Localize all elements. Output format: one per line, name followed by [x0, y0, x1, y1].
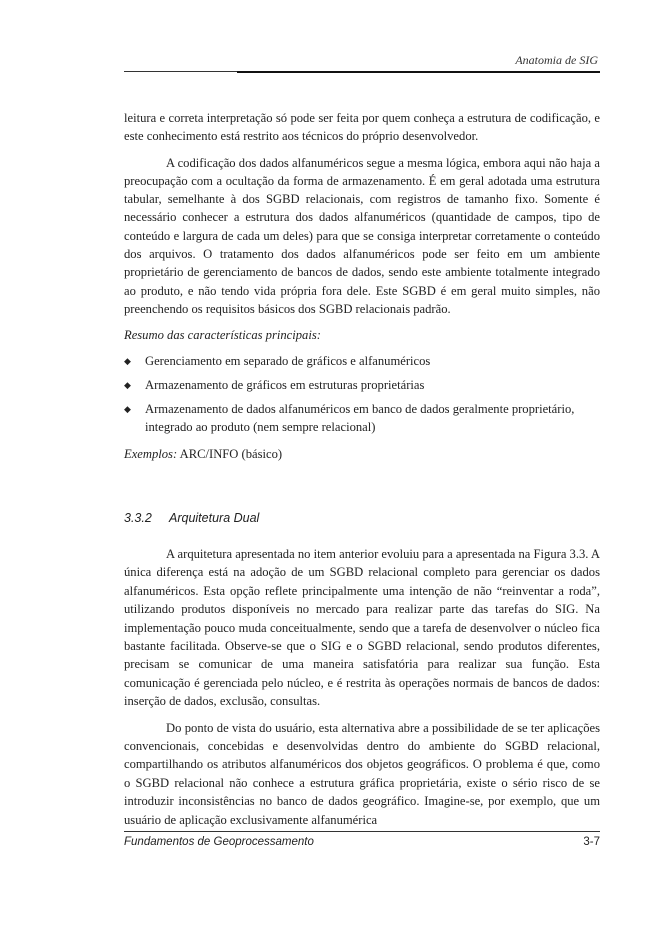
footer-rule	[124, 831, 600, 832]
section-body-text	[124, 545, 600, 837]
list-item-text: Gerenciamento em separado de gráficos e alfanuméricos	[145, 353, 431, 368]
examples-value: ARC/INFO (básico)	[177, 446, 283, 461]
running-header-title: Anatomia de SIG	[515, 53, 598, 67]
footer-book-title: Fundamentos de Geoprocessamento	[124, 836, 314, 848]
diamond-bullet-icon: ◆	[124, 404, 131, 415]
list-item	[124, 400, 600, 437]
summary-heading: Resumo das características principais:	[124, 328, 321, 343]
section-title: Arquitetura Dual	[169, 511, 260, 525]
page-number: 3-7	[583, 836, 600, 848]
list-item-text: Armazenamento de dados alfanuméricos em banco de dados geralmente proprietário, integrado ao produto (nem sempre relacional)	[145, 402, 575, 435]
examples-label: Exemplos:	[124, 446, 178, 461]
diamond-bullet-icon: ◆	[124, 379, 131, 390]
examples-line	[124, 445, 600, 463]
paragraph-continuation: leitura e correta interpretação só pode ser feita por quem conheça a estrutura de codificação, e este conhecimento está restrito aos técnicos do próprio desenvolvedor.	[124, 111, 600, 144]
header-rule-bold	[237, 71, 600, 73]
list-item-text: Armazenamento de gráficos em estruturas proprietárias	[145, 377, 425, 392]
paragraph-user-perspective: Do ponto de vista do usuário, esta alternativa abre a possibilidade de se ter aplicações convencionais, concebidas e desenvolvidas dentro do ambiente do SGBD relacional, compartilhando os atributos alfanuméricos dos objetos geográficos. O problema é que, como o SGBD relacional não conhece a estrutura gráfica proprietária, existe o sério risco de se introduzir inconsistências no banco de dados geográfico. Imagine-se, por exemplo, que um usuário de aplicação exclusivamente alfanumérica	[124, 720, 600, 827]
list-item	[124, 352, 600, 370]
section-number: 3.3.2	[124, 511, 152, 525]
characteristics-list	[124, 352, 600, 437]
diamond-bullet-icon: ◆	[124, 355, 131, 366]
body-text-block	[124, 109, 600, 471]
paragraph-dual-architecture: A arquitetura apresentada no item anterior evoluiu para a apresentada na Figura 3.3. A única diferença está na adoção de um SGBD relacional completo para gerenciar os dados alfanuméricos. Esta opção reflete principalmente uma intenção de não “reinventar a roda”, utilizando produtos disponíveis no mercado para realizar parte das tarefas do SIG. Na implementação pouco muda conceitualmente, sendo que a tarefa de desenvolver o núcleo fica bastante facilitada. Observe-se que o SIG e o SGBD relacional, sendo produtos diferentes, precisam se comunicar de uma maneira satisfatória para realizar sua função. Esta comunicação é gerenciada pelo núcleo, e é restrita às operações normais de bancos de dados: inserção de dados, exclusão, consultas.	[124, 547, 600, 709]
list-item	[124, 376, 600, 394]
section-heading	[124, 511, 259, 525]
paragraph-alphanumeric-coding: A codificação dos dados alfanuméricos segue a mesma lógica, embora aqui não haja a preocupação com a ocultação da forma de armazenamento. É em geral adotada uma estrutura tabular, semelhante à dos SGBD relacionais, com registros de tamanho fixo. Somente é necessário conhecer a estrutura dos dados alfanuméricos (quantidade de campos, tipo de conteúdo e largura de cada um deles) para que se consiga interpretar corretamente o conteúdo dos arquivos. O tratamento dos dados alfanuméricos pode ser feito em um ambiente proprietário de gerenciamento de bancos de dados, sendo este ambiente totalmente integrado ao produto, e não tendo vida própria fora dele. Este SGBD é em geral muito simples, não preenchendo os requisitos básicos dos SGBD relacionais padrão.	[124, 155, 600, 316]
